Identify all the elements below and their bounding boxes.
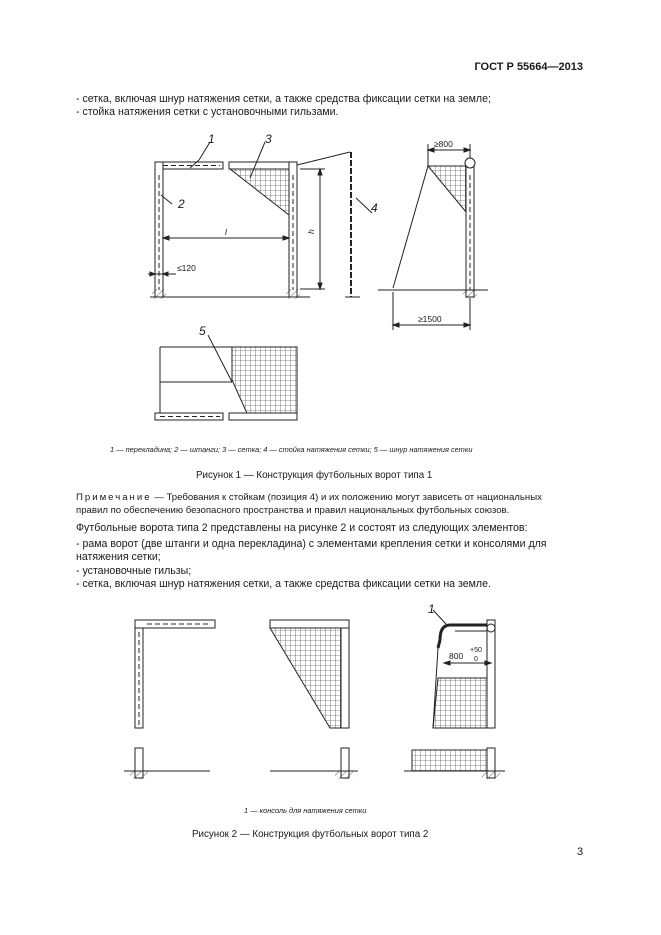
figure-2-caption: Рисунок 2 — Конструкция футбольных ворот типа 2 <box>192 829 429 840</box>
goal2-net-view <box>270 620 358 779</box>
figure-1-caption: Рисунок 1 — Конструкция футбольных ворот типа 1 <box>196 470 433 481</box>
type2-item-1: - рама ворот (две штанги и одна перекладина) с элементами крепления сетки и консолями для <box>76 538 547 550</box>
label-2: 2 <box>178 197 185 211</box>
label-3: 3 <box>265 132 272 146</box>
type2-item-1-cont: натяжения сетки; <box>76 551 161 563</box>
goal-front-view <box>148 142 372 299</box>
goal2-front-view <box>124 620 215 779</box>
figure-2-dim-tol-plus: +50 <box>470 647 482 654</box>
type2-item-2: - установочные гильзы; <box>76 565 192 577</box>
type2-intro: Футбольные ворота типа 2 представлены на рисунке 2 и состоят из следующих элементов: <box>76 522 528 534</box>
dim-800: ≥800 <box>434 139 453 149</box>
figure-1-legend: 1 — перекладина; 2 — штанги; 3 — сетка; 4 — стойка натяжения сетки; 5 — шнур натяжения сетки <box>110 445 473 454</box>
note-label: Примечание <box>76 492 152 503</box>
figure-2-legend: 1 — консоль для натяжения сетки <box>244 806 367 815</box>
page-number: 3 <box>577 846 584 858</box>
type2-item-3: - сетка, включая шнур натяжения сетки, а также средства фиксации сетки на земле. <box>76 578 491 590</box>
label-5: 5 <box>199 324 206 338</box>
intro-line-2: - стойка натяжения сетки с установочными гильзами. <box>76 106 339 118</box>
goal-net-cord-view <box>155 335 297 420</box>
figure-1-drawing <box>0 125 661 460</box>
dim-l: l <box>225 227 227 237</box>
goal-side-view <box>378 144 488 330</box>
note-block <box>76 492 585 517</box>
document-header: ГОСТ Р 55664—2013 <box>474 61 583 73</box>
dim-1500: ≥1500 <box>418 314 442 324</box>
figure-2-drawing <box>0 600 661 800</box>
label-1: 1 <box>208 132 215 146</box>
note-text-line1: — Требования к стойкам (позиция 4) и их положению могут зависеть от национальных <box>151 492 542 503</box>
dim-120: ≤120 <box>177 263 196 273</box>
intro-line-1: - сетка, включая шнур натяжения сетки, а также средства фиксации сетки на земле; <box>76 93 491 105</box>
figure-2-dim-800: 800 <box>449 651 464 661</box>
figure-2-label-1: 1 <box>428 602 435 616</box>
figure-2-dim-tol-zero: 0 <box>474 656 478 663</box>
note-text-line2: правил по обеспечению безопасного пространства и правил национальных футбольных союзов. <box>76 504 510 516</box>
dim-h: h <box>306 229 316 234</box>
label-4: 4 <box>371 201 378 215</box>
goal2-side-view <box>404 610 505 779</box>
